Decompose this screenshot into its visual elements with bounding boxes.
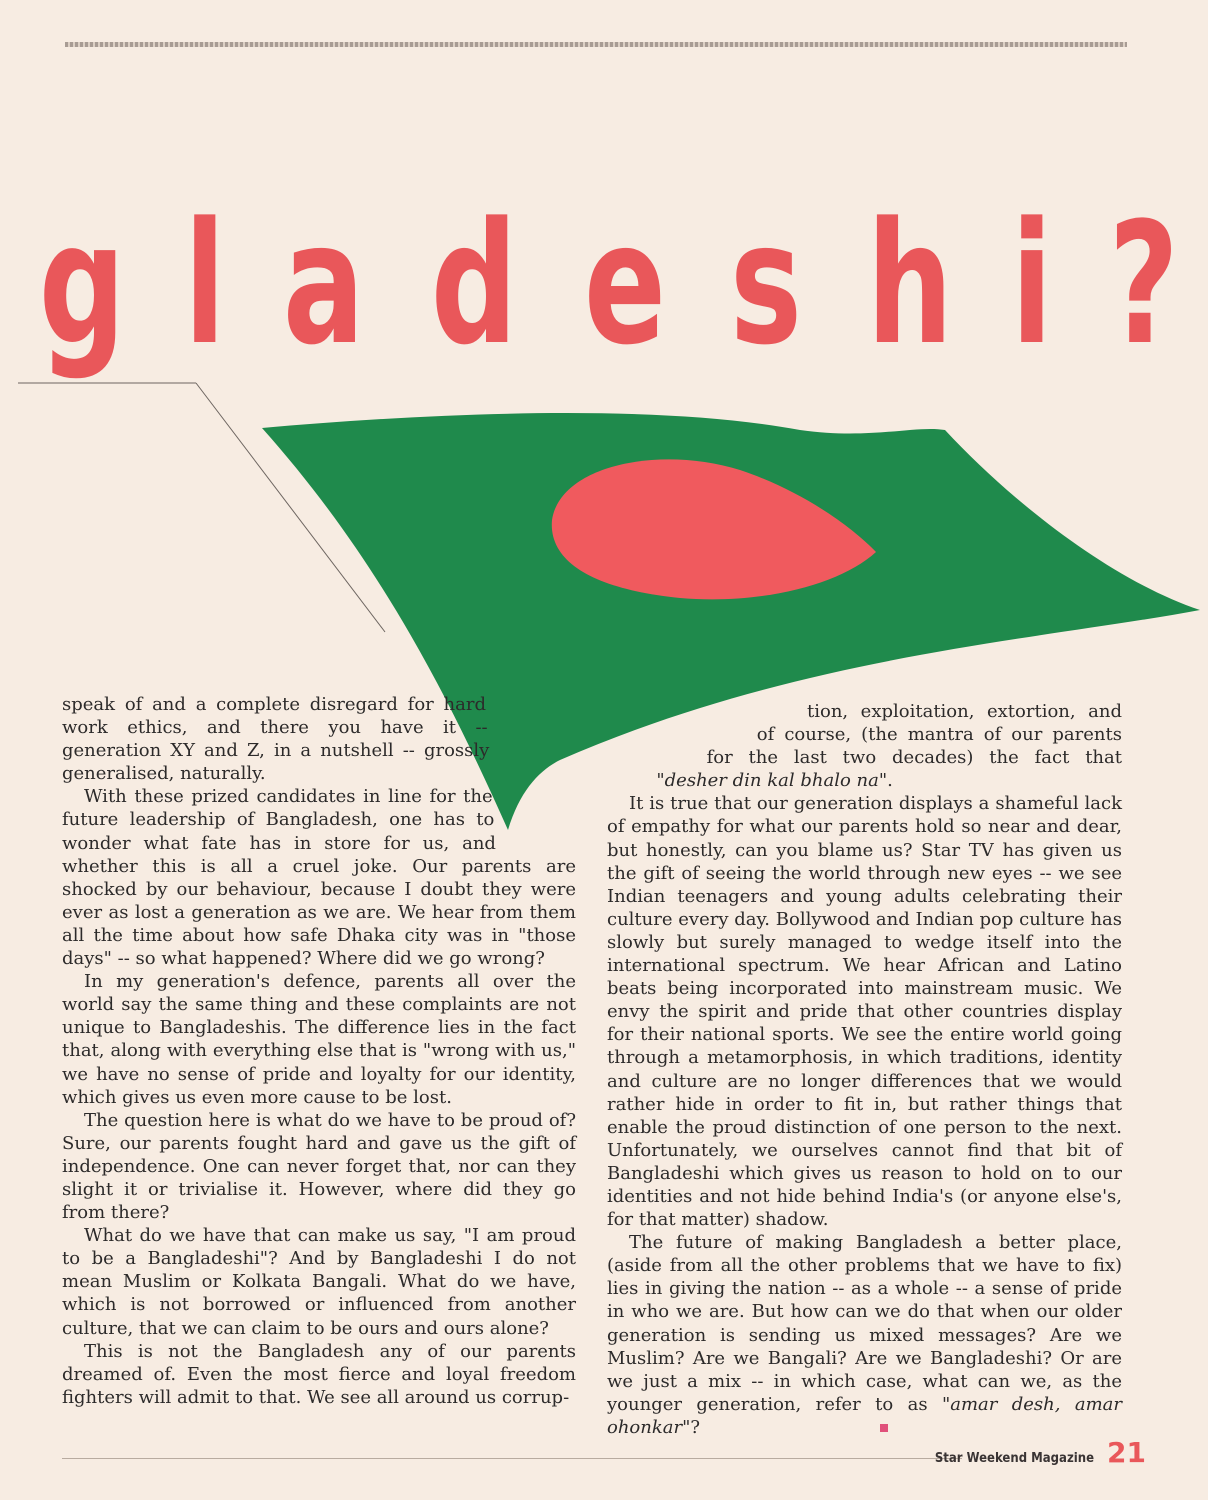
quoted-phrase: "amar desh, amar ohonkar" [607, 1393, 1122, 1438]
article-paragraph: With these prized candidates in line for the future leadership of Bangladesh, one has to wonder what fate has in store for us, and whether this is all a cruel joke. Our parents are shocked by our behaviour, because I doubt they were ever as lost a generation as we are. We hear from them all the time about how safe Dhaka city was in "those days" -- so what happened? Where did we go wrong? [62, 786, 576, 970]
magazine-name: Star Weekend Magazine [934, 1451, 1095, 1466]
article-paragraph [607, 1231, 1122, 1439]
headline-letter: g [38, 186, 126, 382]
footer-rule [62, 1458, 962, 1459]
article-paragraph: This is not the Bangladesh any of our parents dreamed of. Even the most fierce and loyal freedom fighters will admit to that. We see all around us corrup- [62, 1340, 576, 1408]
article-paragraph: The question here is what do we have to be proud of? Sure, our parents fought hard and gave us the gift of independence. One can never forget that, nor can they slight it or trivialise it. However, where did they go from there? [62, 1109, 576, 1224]
headline-letter: h [866, 186, 953, 382]
headline [22, 186, 1192, 382]
headline-letter: s [730, 186, 803, 382]
article-paragraph: What do we have that can make us say, "I am proud to be a Bangladeshi"? And by Bangladeshi I do not mean Muslim or Kolkata Bangali. What do we have, which is not borrowed or influenced from another culture, that we can claim to be ours and ours alone? [62, 1225, 576, 1339]
article-column-left [62, 693, 576, 1409]
paragraph-text: tion, exploitation, extortion, and of course, (the mantra of our parents for the last two decades) the fact that [706, 701, 1122, 769]
headline-letter: i [1011, 186, 1053, 382]
article-paragraph: speak of and a complete disregard for hard work ethics, and there you have it -- generation XY and Z, in a nutshell -- grossly generalised, naturally. [62, 694, 490, 785]
text-wrap-spacer [486, 693, 576, 843]
page-number: 21 [1107, 1436, 1146, 1469]
article-column-right [607, 700, 1122, 1439]
paragraph-text: ? [690, 1416, 701, 1438]
headline-letter: d [431, 186, 518, 382]
paragraph-text: . [887, 770, 893, 792]
page-footer [926, 1436, 1146, 1469]
headline-letter: ? [1108, 186, 1179, 382]
quoted-phrase: "desher din kal bhalo na" [656, 770, 888, 792]
article-paragraph: It is true that our generation displays a shameful lack of empathy for what our parents hold so near and dear, but honestly, can you blame us? Star TV has given us the gift of seeing the world through new eyes -- we see Indian teenagers and young adults celebrating their culture every day. Bollywood and Indian pop culture has slowly but surely managed to wedge itself into the international spectrum. We hear African and Latino beats being incorporated into mainstream music. We envy the spirit and pride that other countries display for their national sports. We see the entire world going through a metamorphosis, in which traditions, identity and culture are no longer differences that we would rather hide in order to fit in, but rather things that enable the proud distinction of one person to the next. Unfortunately, we ourselves cannot find that bit of Bangladeshi which gives us reason to hold on to our identities and not hide behind India's (or anyone else's, for that matter) shadow. [607, 793, 1122, 1231]
article-paragraph: In my generation's defence, parents all over the world say the same thing and these complaints are not unique to Bangladeshis. The difference lies in the fact that, along with everything else that is "wrong with us," we have no sense of pride and loyalty for our identity, which gives us even more cause to be lost. [62, 971, 576, 1108]
paragraph-text: The future of making Bangladesh a better place, (aside from all the other problems that we have to fix) lies in giving the nation -- as a whole -- a sense of pride in who we are. But how can we do that when our older generation is sending us mixed messages? Are we Muslim? Are we Bangali? Are we Bangladeshi? Or are we just a mix -- in which case, what can we, as the younger generation, refer to as [607, 1232, 1122, 1415]
end-of-article-mark [880, 1424, 888, 1432]
headline-letter: e [584, 186, 667, 382]
headline-letter: l [184, 186, 226, 382]
headline-letter: a [283, 186, 365, 382]
